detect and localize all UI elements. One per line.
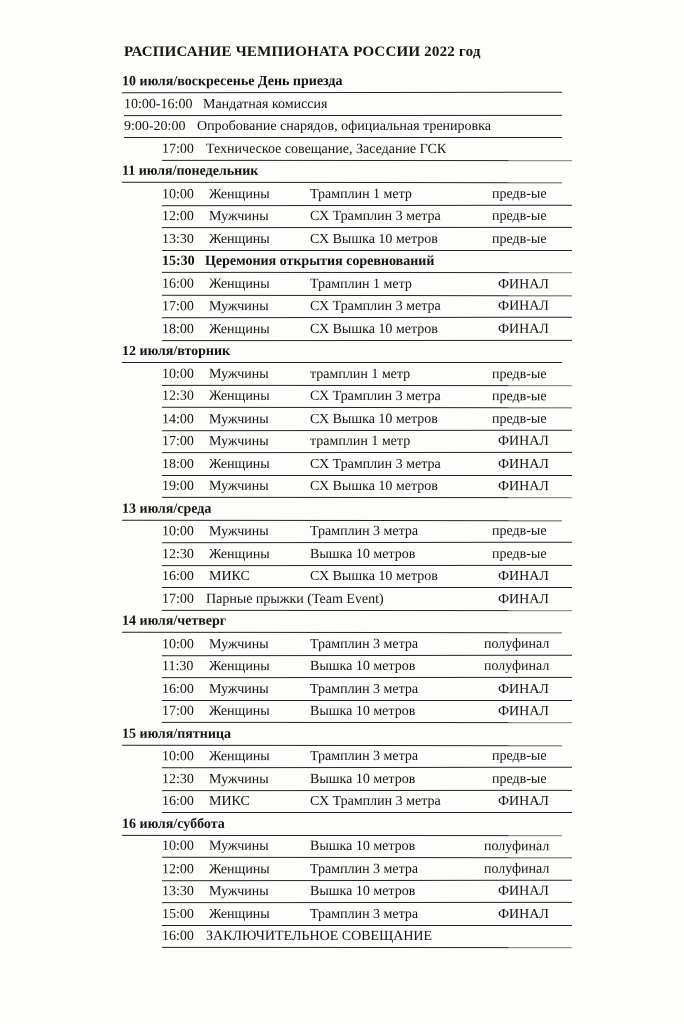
stage-cell: ФИНАЛ [497,591,549,607]
day-heading-text: 16 июля/суббота [121,816,225,832]
time-cell: 12:30 [161,388,194,404]
schedule-row [162,701,572,724]
time-cell: 10:00 [161,838,194,854]
group-cell: Мужчины [209,681,269,697]
event-cell: СХ Вышка 10 метров [310,231,438,247]
stage-cell: ФИНАЛ [498,569,549,584]
group-cell: Женщины [208,703,270,719]
time-cell: 11:30 [161,659,194,675]
day-heading-text: 15 июля/пятница [121,726,231,742]
schedule-row [162,679,572,701]
schedule-row [162,296,572,319]
group-cell: Мужчины [208,366,269,382]
day-heading [122,341,562,363]
event-cell: Вышка 10 метров [309,771,416,787]
event-cell: Вышка 10 метров [309,703,416,720]
day-heading [122,498,562,521]
group-cell: Мужчины [208,411,269,427]
event-cell: Вышка 10 метров [309,658,416,675]
time-cell: 16:00 [161,928,194,944]
group-cell: МИКС [209,569,250,584]
event-cell: Трамплин 3 метра [309,748,419,765]
stage-cell: предв-ые [491,208,547,224]
time-cell: 18:00 [162,456,194,472]
day-heading [122,611,562,634]
time-cell: 17:00 [161,591,194,607]
schedule-row [162,206,572,229]
group-cell: Мужчины [208,478,269,494]
group-cell: Женщины [208,749,270,765]
group-cell: Мужчины [208,434,269,450]
time-cell: 17:00 [161,703,194,719]
time-cell: 10:00 [161,749,194,765]
schedule-note-row [162,926,572,949]
event-cell: СХ Вышка 10 метров [309,478,438,495]
stage-cell: ФИНАЛ [497,704,549,720]
schedule-row [162,633,572,656]
stage-cell: предв-ые [491,411,547,427]
day-heading [122,161,562,184]
group-cell: Мужчины [208,636,269,652]
note-cell: Опробование снарядов, официальная тренировка [197,119,491,134]
note-cell: Техническое совещание, Заседание ГСК [205,141,447,157]
stage-cell: предв-ые [491,771,547,787]
stage-cell: предв-ые [491,523,547,539]
event-cell: СХ Вышка 10 метров [309,321,438,337]
event-cell: трамплин 1 метр [309,433,411,450]
time-cell: 15:00 [162,906,194,922]
group-cell: Женщины [209,906,270,922]
time-cell: 12:00 [161,209,194,225]
event-cell: СХ Трамплин 3 метра [310,456,441,472]
day-heading [122,71,562,94]
schedule-note-row [124,93,562,116]
event-cell: Вышка 10 метров [309,883,416,900]
event-cell: СХ Трамплин 3 метра [309,208,441,225]
event-cell: Вышка 10 метров [309,838,416,855]
day-heading [122,723,562,746]
group-cell: Мужчины [208,884,269,900]
time-cell: 17:00 [161,141,194,157]
schedule-row [162,431,572,454]
note-cell: ЗАКЛЮЧИТЕЛЬНОЕ СОВЕЩАНИЕ [205,928,433,945]
time-cell: 17:00 [161,434,194,450]
schedule-note-row [124,116,562,138]
schedule-row [162,318,572,341]
event-cell: СХ Трамплин 3 метра [310,794,441,809]
stage-cell: ФИНАЛ [498,681,549,697]
stage-cell: полуфинал [483,861,550,877]
stage-cell: ФИНАЛ [497,298,549,314]
event-cell: Трамплин 3 метра [310,681,419,697]
group-cell: МИКС [209,794,250,809]
group-cell: Женщины [208,861,270,877]
schedule-row [162,768,572,791]
stage-cell: ФИНАЛ [498,794,549,809]
event-cell: Вышка 10 метров [309,546,416,562]
schedule-row [162,476,572,499]
day-heading [122,813,562,836]
day-heading-text: 10 июля/воскресенье День приезда [121,73,343,90]
stage-cell: ФИНАЛ [497,883,549,899]
time-cell: 17:00 [161,299,194,315]
group-cell: Женщины [208,546,270,562]
time-cell: 12:00 [161,861,194,877]
day-heading-text: 12 июля/вторник [122,344,231,359]
time-cell: 19:00 [161,478,194,494]
group-cell: Мужчины [208,524,269,540]
schedule-note-row [162,251,572,274]
schedule-row [162,521,572,544]
schedule-row [162,836,572,859]
stage-cell: предв-ые [491,748,547,764]
schedule-row [162,904,572,926]
time-cell: 10:00 [161,366,194,382]
day-heading-text: 13 июля/среда [121,501,212,517]
time-cell: 15:30 [161,253,195,269]
schedule-row [162,454,572,476]
schedule-row [162,183,572,206]
event-cell: Трамплин 1 метр [309,186,412,202]
stage-cell: ФИНАЛ [498,906,549,922]
stage-cell: полуфинал [483,658,550,674]
stage-cell: предв-ые [491,546,547,562]
note-cell: Мандатная комиссия [202,96,328,112]
group-cell: Женщины [209,456,270,472]
schedule-row [162,656,572,679]
time-cell: 10:00 [161,186,194,202]
time-cell: 18:00 [161,321,194,337]
note-cell: Церемония открытия соревнований [204,253,435,270]
group-cell: Женщины [208,186,270,202]
time-cell: 14:00 [161,411,194,427]
schedule-row [162,566,572,588]
event-cell: СХ Трамплин 3 метра [309,298,441,315]
schedule-row [162,408,572,431]
time-cell: 10:00-16:00 [123,96,193,112]
group-cell: Женщины [208,659,270,675]
group-cell: Мужчины [208,838,269,854]
time-cell: 10:00 [161,524,194,540]
group-cell: Женщины [209,231,270,247]
stage-cell: ФИНАЛ [498,456,549,472]
event-cell: Трамплин 3 метра [310,906,419,922]
day-heading-text: 11 июля/понедельник [121,163,259,179]
group-cell: Женщины [208,321,270,337]
schedule-note-row [162,588,572,611]
time-cell: 13:30 [161,884,194,900]
event-cell: СХ Вышка 10 метров [309,411,438,427]
schedule-row [162,746,572,769]
event-cell: Трамплин 1 метр [309,276,412,292]
event-cell: СХ Трамплин 3 метра [309,388,441,405]
schedule-row [162,881,572,904]
time-cell: 16:00 [162,569,194,584]
schedule-row [162,229,572,251]
schedule-row [162,273,572,296]
stage-cell: предв-ые [491,366,547,382]
schedule-row [162,791,572,813]
stage-cell: полуфинал [483,839,550,855]
event-cell: Трамплин 3 метра [309,523,419,540]
event-cell: Трамплин 3 метра [309,861,419,877]
stage-cell: предв-ые [492,231,547,247]
note-cell: Парные прыжки (Team Event) [205,591,384,607]
stage-cell: ФИНАЛ [497,321,549,337]
group-cell: Женщины [208,388,270,404]
event-cell: трамплин 1 метр [309,366,411,382]
time-cell: 10:00 [161,636,194,652]
group-cell: Мужчины [208,209,269,225]
schedule-row [162,386,572,409]
stage-cell: ФИНАЛ [497,479,549,495]
event-cell: Трамплин 3 метра [309,636,419,652]
time-cell: 16:00 [162,794,194,809]
document-title: РАСПИСАНИЕ ЧЕМПИОНАТА РОССИИ 2022 год [124,44,481,60]
time-cell: 12:30 [161,771,194,787]
schedule-row [162,858,572,881]
time-cell: 9:00-20:00 [124,119,186,134]
stage-cell: ФИНАЛ [497,276,549,292]
stage-cell: полуфинал [483,636,550,652]
time-cell: 16:00 [162,681,194,697]
group-cell: Мужчины [208,771,269,787]
schedule-note-row [162,138,572,161]
event-cell: СХ Вышка 10 метров [310,569,438,584]
time-cell: 12:30 [161,546,194,562]
stage-cell: ФИНАЛ [497,433,549,449]
group-cell: Женщины [208,276,270,292]
stage-cell: предв-ые [491,389,547,405]
day-heading-text: 14 июля/четверг [121,613,227,629]
time-cell: 16:00 [161,276,194,292]
time-cell: 13:30 [162,231,194,247]
schedule-row [162,363,572,386]
group-cell: Мужчины [208,299,269,315]
schedule-row [162,543,572,566]
stage-cell: предв-ые [491,186,547,202]
